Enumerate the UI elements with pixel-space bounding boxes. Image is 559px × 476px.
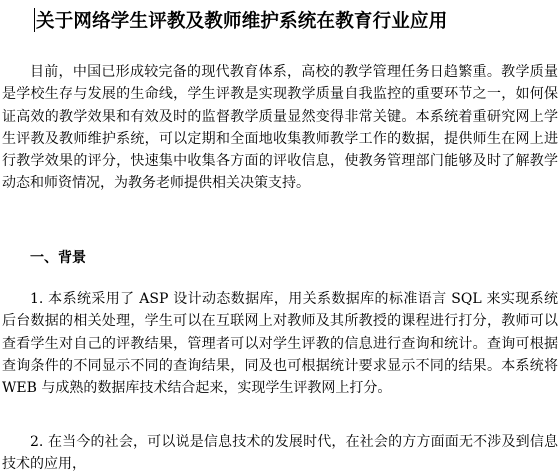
section-heading: 一、背景 [30, 250, 86, 266]
text-cursor [34, 8, 35, 32]
intro-paragraph: 目前，中国已形成较完备的现代教育体系，高校的教学管理任务日趋繁重。教学质量是学校生存与发展的生命线，学生评教是实现教学质量自我监控的重要环节之一，如何保证高效的教学效果和有效及时的监督教学质量显然变得非常关键。本系统着重研究网上学生评教及教师维护系统，可以定期和全面地收集教师教学工作的数据，提供师生在网上进行教学效果的评分，快速集中收集各方面的评收信息，使教务管理部门能够及时了解教学动态和师资情况，为教务老师提供相关决策支持。 [2, 64, 558, 192]
section-paragraph-1: 1. 本系统采用了 ASP 设计动态数据库，用关系数据库的标准语言 SQL 来实现系统后台数据的相关处理，学生可以在互联网上对教师及其所教授的课程进行打分，教师可以查看学生对自己的评教结果，管理者可以对学生评教的信息进行查询和统计。查询可根据查询条件的不同显示不同的查询结果，同及也可根据统计要求显示不同的结果。本系统将 WEB 与成熟的数据库技术结合起来，实现学生评教网上打分。 [2, 291, 558, 397]
document-title-line [34, 6, 447, 34]
section-paragraph-2: 2. 在当今的社会，可以说是信息技术的发展时代，在社会的方方面面无不涉及到信息技术的应用， [2, 434, 558, 473]
document-title: 关于网络学生评教及教师维护系统在教育行业应用 [36, 11, 448, 32]
